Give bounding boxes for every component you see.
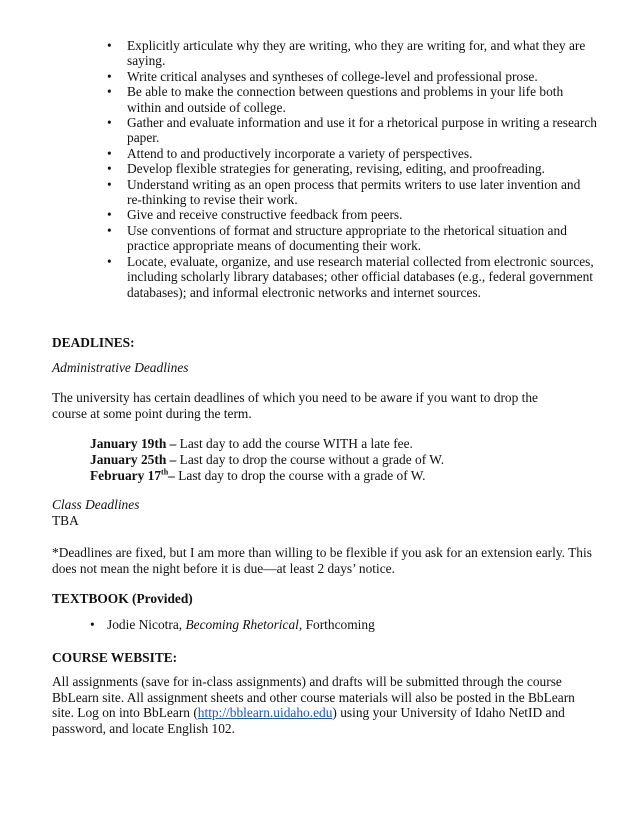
- list-item-text: Gather and evaluate information and use it for a rhetorical purpose in writing a research paper.: [127, 115, 597, 146]
- course-website-text-end: ) using your University of Idaho NetID and password, and locate English 102.: [52, 705, 565, 736]
- list-item: [107, 38, 597, 69]
- learning-outcomes-list: [107, 38, 597, 300]
- list-item: [107, 223, 597, 254]
- deadline-text: Last day to drop the course without a grade of W.: [176, 451, 445, 467]
- bullet-icon: •: [107, 253, 112, 269]
- textbook-heading: TEXTBOOK (Provided): [52, 591, 193, 606]
- bullet-icon: •: [107, 207, 112, 223]
- list-item: [107, 146, 597, 161]
- textbook-status: Forthcoming: [302, 617, 375, 632]
- class-deadlines-value: TBA: [52, 513, 79, 528]
- deadline-item: [90, 468, 590, 484]
- list-item: [107, 69, 597, 84]
- list-item-text: Write critical analyses and syntheses of college-level and professional prose.: [127, 68, 538, 84]
- deadline-item: [90, 436, 590, 452]
- list-item: [107, 115, 597, 146]
- list-item-text: Develop flexible strategies for generating, revising, editing, and proofreading.: [127, 161, 545, 177]
- list-item: [107, 207, 597, 222]
- list-item-text: Use conventions of format and structure appropriate to the rhetorical situation and practice appropriate means of documenting their work.: [127, 222, 567, 254]
- deadline-list: [90, 436, 590, 483]
- list-item: [107, 161, 597, 176]
- bullet-icon: •: [107, 145, 112, 161]
- deadline-text: Last day to drop the course with a grade of W.: [174, 467, 426, 483]
- deadlines-heading: DEADLINES:: [52, 335, 135, 350]
- deadline-text: Last day to add the course WITH a late fee.: [176, 436, 413, 451]
- administrative-deadlines-intro: The university has certain deadlines of which you need to be aware if you want to drop the course at some point during the term.: [52, 390, 538, 421]
- course-website-text: All assignments (save for in-class assignments) and drafts will be submitted through the course BbLearn site. All assignment sheets and other course materials will also be posted in the BbLearn site. Log on into BbLearn (: [52, 674, 575, 721]
- bullet-icon: •: [90, 617, 95, 632]
- list-item: [107, 254, 597, 300]
- list-item-text: Give and receive constructive feedback from peers.: [127, 207, 403, 223]
- bullet-icon: •: [107, 161, 112, 177]
- textbook-author: Jodie Nicotra,: [107, 617, 186, 632]
- deadline-item: [90, 452, 590, 468]
- course-website-paragraph: [52, 674, 592, 736]
- bullet-icon: •: [107, 84, 112, 100]
- bullet-icon: •: [107, 176, 112, 192]
- list-item-text: Understand writing as an open process that permits writers to use later invention and re-thinking to revise their work.: [127, 176, 581, 208]
- deadlines-note: *Deadlines are fixed, but I am more than willing to be flexible if you ask for an extension early. This does not mean the night before it is due—at least 2 days’ notice.: [52, 545, 592, 576]
- deadline-date: January 25th –: [90, 451, 177, 467]
- bblearn-link[interactable]: http://bblearn.uidaho.edu: [197, 705, 333, 721]
- bullet-icon: •: [107, 115, 112, 131]
- list-item-text: Explicitly articulate why they are writing, who they are writing for, and what they are saying.: [127, 38, 586, 69]
- deadline-date-suffix: th: [161, 467, 169, 477]
- bullet-icon: •: [107, 68, 112, 84]
- bullet-icon: •: [107, 222, 112, 238]
- bullet-icon: •: [107, 38, 112, 53]
- textbook-title: Becoming Rhetorical,: [185, 617, 303, 632]
- administrative-deadlines-subheading: Administrative Deadlines: [52, 360, 189, 375]
- class-deadlines-subheading: Class Deadlines: [52, 497, 140, 512]
- deadline-date: February 17: [90, 467, 162, 483]
- list-item: [107, 177, 597, 208]
- deadline-date-dash: –: [168, 467, 175, 483]
- list-item: [107, 84, 597, 115]
- textbook-item: [90, 617, 590, 633]
- list-item-text: Be able to make the connection between questions and problems in your life both within and outside of college.: [127, 84, 564, 115]
- deadline-date: January 19th –: [90, 436, 177, 451]
- list-item-text: Locate, evaluate, organize, and use research material collected from electronic sources, including scholarly library databases; other official databases (e.g., federal government databases); and informal electronic networks and internet sources.: [127, 253, 594, 300]
- list-item-text: Attend to and productively incorporate a variety of perspectives.: [127, 145, 473, 161]
- course-website-heading: COURSE WEBSITE:: [52, 650, 178, 665]
